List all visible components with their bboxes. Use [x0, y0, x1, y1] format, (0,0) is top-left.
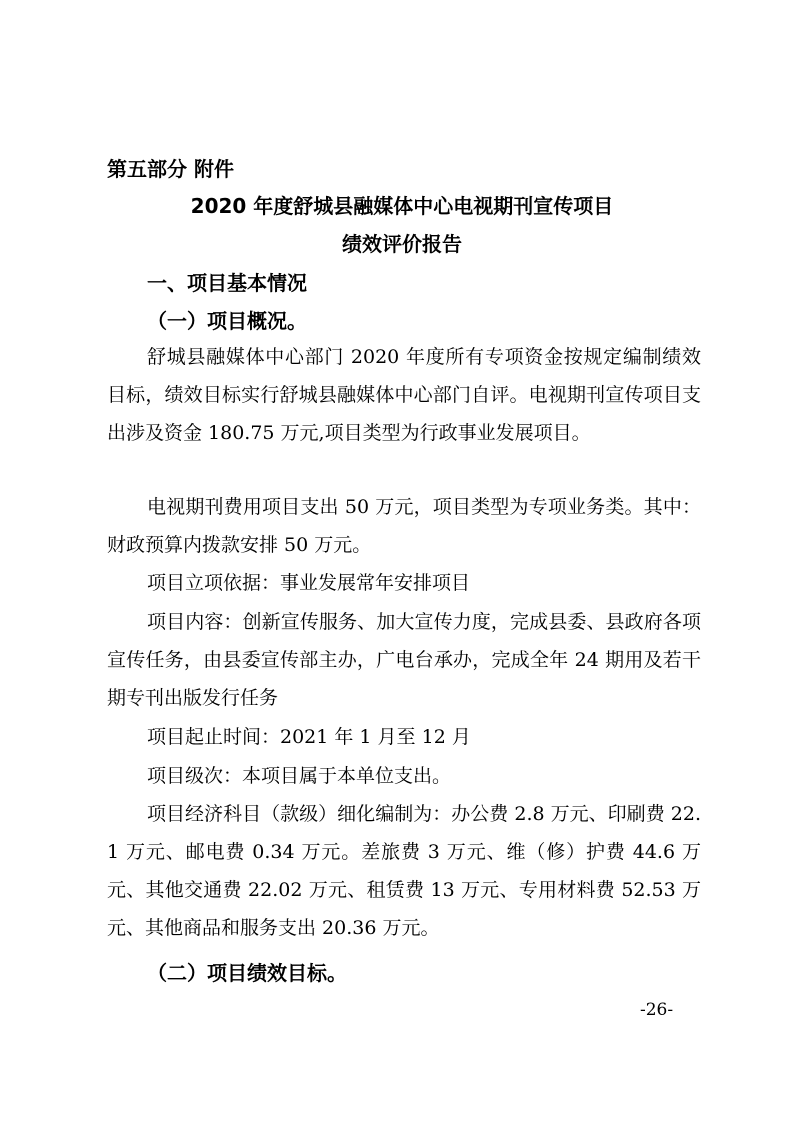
section-label: 第五部分 附件 — [107, 157, 234, 181]
paragraph-basis: 项目立项依据：事业发展常年安排项目 — [147, 572, 471, 594]
paragraph-expenditure: 电视期刊费用项目支出 50 万元，项目类型为专项业务类。其中：财政预算内拨款安排 50 万元。 — [107, 496, 701, 556]
heading-performance-targets: （二）项目绩效目标。 — [147, 961, 347, 985]
report-title-line-1: 2020 年度舒城县融媒体中心电视期刊宣传项目 — [190, 194, 614, 218]
paragraph-period: 项目起止时间：2021 年 1 月至 12 月 — [147, 726, 471, 748]
report-title-line-2: 绩效评价报告 — [342, 232, 462, 256]
paragraph-content: 项目内容：创新宣传服务、加大宣传力度，完成县委、县政府各项宣传任务，由县委宣传部主办，广电台承办，完成全年 24 期用及若干期专刊出版发行任务 — [107, 611, 701, 709]
paragraph-economic-items: 项目经济科目（款级）细化编制为：办公费 2.8 万元、印刷费 22.1 万元、邮电费 0.34 万元。差旅费 3 万元、维（修）护费 44.6 万元、其他交通费 22.02 万元、租赁费 13 万元、专用材料费 52.53 万元、其他商品和服务支出 20.36 万元。 — [107, 803, 701, 939]
paragraph-level: 项目级次：本项目属于本单位支出。 — [147, 765, 452, 787]
heading-basic-info: 一、项目基本情况 — [147, 271, 307, 295]
page-number: -26- — [640, 1000, 674, 1020]
heading-overview: （一）项目概况。 — [147, 309, 307, 333]
paragraph-overview: 舒城县融媒体中心部门 2020 年度所有专项资金按规定编制绩效目标，绩效目标实行舒城县融媒体中心部门自评。电视期刊宣传项目支出涉及资金 180.75 万元,项目类型为行政事业发展项目。 — [107, 346, 701, 444]
